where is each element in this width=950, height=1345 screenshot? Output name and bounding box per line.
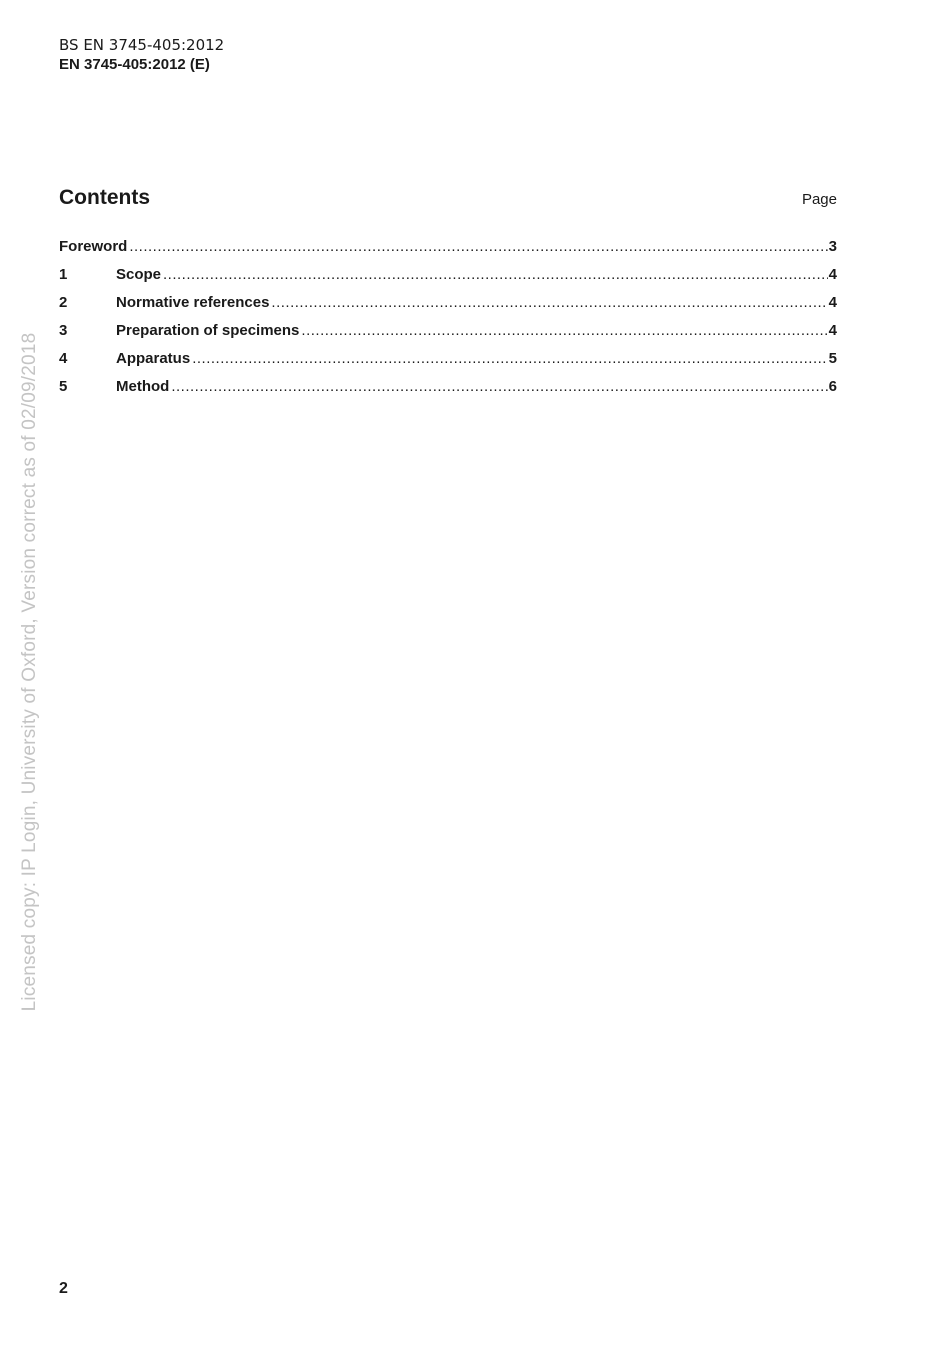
toc-dot-leader	[163, 266, 828, 283]
toc-entry-page: 4	[828, 294, 837, 311]
toc-entry-number: 2	[59, 294, 68, 311]
page-column-label: Page	[801, 191, 837, 208]
toc-dot-leader	[271, 294, 827, 311]
toc-entry-method[interactable]	[59, 378, 837, 406]
toc-entry-scope[interactable]	[59, 266, 837, 294]
toc-entry-label: Apparatus	[116, 350, 191, 367]
toc-entry-number: 1	[59, 266, 68, 283]
toc-entry-label: Scope	[116, 266, 162, 283]
toc-dot-leader	[129, 238, 827, 255]
toc-dot-leader	[171, 378, 827, 395]
toc-dot-leader	[301, 322, 827, 339]
contents-heading-row	[59, 186, 837, 210]
toc-entry-page: 4	[828, 322, 837, 339]
toc-entry-normative-references[interactable]	[59, 294, 837, 322]
toc-entry-page: 5	[828, 350, 837, 367]
license-watermark: Licensed copy: IP Login, University of Oxford, Version correct as of 02/09/2018	[19, 332, 40, 1012]
document-header	[59, 36, 224, 74]
standard-reference-en: EN 3745-405:2012 (E)	[59, 56, 210, 73]
toc-dot-leader	[192, 350, 827, 367]
toc-entry-page: 6	[828, 378, 837, 395]
toc-entry-label: Preparation of specimens	[116, 322, 300, 339]
toc-entry-page: 4	[828, 266, 837, 283]
toc-entry-number: 5	[59, 378, 68, 395]
page-number: 2	[59, 1280, 68, 1297]
table-of-contents	[59, 238, 837, 406]
contents-title: Contents	[59, 186, 150, 209]
standard-reference: BS EN 3745-405:2012	[59, 36, 225, 54]
toc-entry-apparatus[interactable]	[59, 350, 837, 378]
toc-entry-number: 4	[59, 350, 68, 367]
toc-entry-label: Method	[116, 378, 170, 395]
toc-entry-number: 3	[59, 322, 68, 339]
toc-entry-page: 3	[828, 238, 837, 255]
toc-entry-label: Normative references	[116, 294, 270, 311]
toc-entry-foreword[interactable]	[59, 238, 837, 266]
toc-entry-label: Foreword	[59, 238, 128, 255]
toc-entry-preparation-of-specimens[interactable]	[59, 322, 837, 350]
